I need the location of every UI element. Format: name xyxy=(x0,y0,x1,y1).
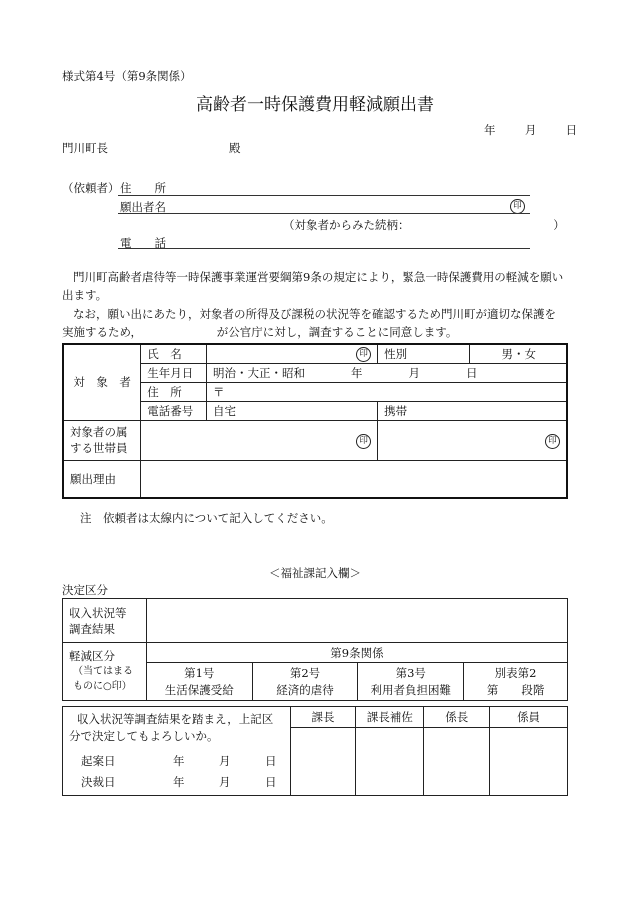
name-seal-icon: 印 xyxy=(356,347,371,362)
addressee: 門川町長 xyxy=(62,141,108,155)
address-label: 住 所 xyxy=(141,382,207,401)
sex-field[interactable]: 男・女 xyxy=(469,344,567,363)
date-year: 年 xyxy=(484,123,496,137)
requester-address-label: 住 所 xyxy=(120,181,166,195)
stamp-cell-chief[interactable] xyxy=(290,727,356,795)
income-label: 収入状況等 調査結果 xyxy=(63,599,147,643)
phone-label: 電話番号 xyxy=(141,401,207,420)
draft-date-field[interactable]: 年 月 日 xyxy=(173,754,277,768)
household-label: 対象者の属 する世帯員 xyxy=(63,420,141,460)
household-seal-1-icon: 印 xyxy=(356,434,371,449)
approval-table xyxy=(62,706,568,796)
para1-line2: 出ます。 xyxy=(62,288,108,302)
household-seal-2-icon: 印 xyxy=(545,434,560,449)
note: 注 依頼者は太線内について記入してください。 xyxy=(80,511,333,525)
page-title: 高齢者一時保護費用軽減願出書 xyxy=(196,95,434,115)
household-member-2[interactable] xyxy=(378,420,567,460)
reason-label: 願出理由 xyxy=(63,460,141,498)
reduction-option-1[interactable]: 第1号 生活保護受給 xyxy=(146,663,252,701)
requester-phone-line[interactable] xyxy=(118,248,530,249)
requester-label: （依頼者） xyxy=(62,181,120,195)
approval-line2: 分で決定してもよろしいか。 xyxy=(69,729,219,743)
date-day: 日 xyxy=(565,123,578,137)
para1-line1: 門川町高齢者虐待等一時保護事業運営要綱第9条の規定により，緊急一時保護費用の軽減を願い xyxy=(73,270,564,284)
decision-table xyxy=(62,598,568,701)
article-header: 第9条関係 xyxy=(146,643,567,663)
subject-table xyxy=(62,343,568,499)
reduction-option-2[interactable]: 第2号 経済的虐待 xyxy=(252,663,358,701)
birth-field[interactable]: 明治・大正・昭和 年 月 日 xyxy=(207,363,567,382)
home-phone-field[interactable]: 自宅 xyxy=(207,401,378,420)
requester-phone-label: 電 話 xyxy=(120,236,166,250)
draft-date-label: 起案日 xyxy=(81,754,116,768)
final-date-label: 決裁日 xyxy=(81,775,116,789)
name-field[interactable] xyxy=(207,344,378,363)
office-heading: ＜福祉課記入欄＞ xyxy=(269,566,361,580)
final-date-field[interactable]: 年 月 日 xyxy=(173,775,277,789)
address-field[interactable]: 〒 xyxy=(207,382,567,401)
reason-field[interactable] xyxy=(141,460,567,498)
date-line xyxy=(484,122,577,138)
reduction-label: 軽減区分 （当てはまる ものに○印） xyxy=(63,643,147,701)
date-month: 月 xyxy=(524,123,537,137)
requester-address-line[interactable] xyxy=(118,195,530,196)
requester-seal-icon: 印 xyxy=(510,197,525,214)
requester-name-label: 願出者名 xyxy=(120,200,166,214)
household-member-1[interactable] xyxy=(141,420,378,460)
name-label: 氏 名 xyxy=(141,344,207,363)
income-field[interactable] xyxy=(146,599,567,643)
sex-label: 性別 xyxy=(378,344,470,363)
honorific: 殿 xyxy=(229,141,241,155)
decision-label: 決定区分 xyxy=(62,583,108,597)
reduction-option-4[interactable]: 別表第2 第 段階 xyxy=(464,663,568,701)
form-number: 様式第4号（第9条関係） xyxy=(62,69,192,83)
para2-line1: なお，願い出にあたり，対象者の所得及び課税の状況等を確認するため門川町が適切な保護を xyxy=(73,307,556,321)
mobile-phone-field[interactable]: 携帯 xyxy=(378,401,567,420)
subject-label: 対 象 者 xyxy=(63,344,141,420)
stamp-header-section: 係長 xyxy=(424,707,490,728)
para2-line2: 実施するため， が公官庁に対し，調査することに同意します。 xyxy=(62,325,458,339)
stamp-header-chief: 課長 xyxy=(290,707,356,728)
approval-line1: 収入状況等調査結果を踏まえ，上記区 xyxy=(77,712,274,726)
stamp-cell-section[interactable] xyxy=(424,727,490,795)
stamp-cell-staff[interactable] xyxy=(490,727,568,795)
approval-block xyxy=(63,707,291,796)
requester-name-line[interactable] xyxy=(118,213,530,214)
birth-label: 生年月日 xyxy=(141,363,207,382)
stamp-header-deputy: 課長補佐 xyxy=(356,707,424,728)
requester-relation: （対象者からみた続柄： ） xyxy=(283,218,565,232)
stamp-cell-deputy[interactable] xyxy=(356,727,424,795)
stamp-header-staff: 係員 xyxy=(490,707,568,728)
reduction-option-3[interactable]: 第3号 利用者負担困難 xyxy=(358,663,464,701)
